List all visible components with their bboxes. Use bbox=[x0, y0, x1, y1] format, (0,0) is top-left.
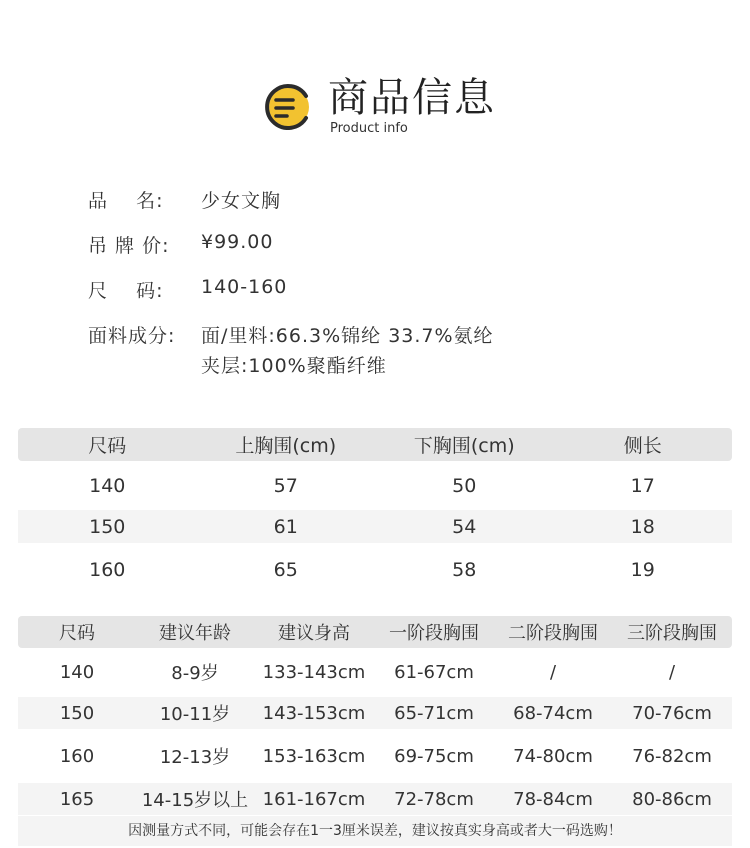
table-cell: 70-76cm bbox=[632, 702, 712, 724]
measurement-note: 因测量方式不同，可能会存在1一3厘米误差，建议按真实身高或者大一码选购！ bbox=[18, 816, 732, 846]
name-label: 品 名: bbox=[88, 190, 164, 212]
size-label: 尺 码: bbox=[88, 280, 164, 302]
table-cell: 65 bbox=[273, 558, 298, 581]
table-cell: 76-82cm bbox=[632, 745, 712, 767]
table-cell: 140 bbox=[59, 661, 95, 683]
header-cell: 下胸围(cm) bbox=[413, 435, 515, 457]
age-size-table bbox=[18, 616, 732, 815]
header-cell: 三阶段胸围 bbox=[627, 623, 717, 644]
table-cell: 14-15岁以上 bbox=[141, 790, 249, 811]
table-cell: 165 bbox=[59, 788, 95, 810]
table-cell: 50 bbox=[452, 474, 477, 497]
table-cell: 12-13岁 bbox=[159, 747, 231, 768]
table-cell: 61 bbox=[273, 515, 298, 538]
product-info-list bbox=[88, 186, 728, 391]
table-row bbox=[18, 783, 732, 815]
size-value: 140-160 bbox=[201, 276, 288, 298]
price-value: ¥99.00 bbox=[201, 231, 274, 253]
table-cell: 160 bbox=[89, 558, 126, 581]
header-cell: 建议身高 bbox=[278, 623, 350, 644]
table-cell: 8-9岁 bbox=[171, 663, 219, 684]
info-row-fabric bbox=[88, 321, 728, 391]
table-cell: 72-78cm bbox=[394, 788, 474, 810]
header-cell: 尺码 bbox=[59, 623, 95, 644]
table-cell: 143-153cm bbox=[262, 702, 366, 724]
header-cell: 一阶段胸围 bbox=[389, 623, 479, 644]
table-cell: 57 bbox=[273, 474, 298, 497]
size-table bbox=[18, 428, 732, 586]
table-cell: 80-86cm bbox=[632, 788, 712, 810]
header-cell: 侧长 bbox=[623, 435, 662, 457]
table-cell: 140 bbox=[89, 474, 126, 497]
header-cell: 上胸围(cm) bbox=[235, 435, 337, 457]
table-cell: 17 bbox=[630, 474, 655, 497]
table-cell: 19 bbox=[630, 558, 655, 581]
header-cell: 二阶段胸围 bbox=[508, 623, 598, 644]
product-info-icon bbox=[262, 82, 314, 130]
table-cell: 54 bbox=[452, 515, 477, 538]
table-cell: 161-167cm bbox=[262, 788, 366, 810]
table-row bbox=[18, 697, 732, 729]
table-cell: 65-71cm bbox=[394, 702, 474, 724]
table-cell: 10-11岁 bbox=[159, 704, 231, 725]
table-cell: 150 bbox=[59, 702, 95, 724]
table-row bbox=[18, 740, 732, 772]
table-row bbox=[18, 469, 732, 502]
info-row-size bbox=[88, 276, 728, 321]
table-cell: 78-84cm bbox=[513, 788, 593, 810]
header-cell: 尺码 bbox=[88, 435, 127, 457]
table-cell: 18 bbox=[630, 515, 655, 538]
table-cell: 153-163cm bbox=[262, 745, 366, 767]
table-row bbox=[18, 656, 732, 688]
section-header bbox=[0, 0, 750, 160]
table-cell: 69-75cm bbox=[394, 745, 474, 767]
table-cell: 160 bbox=[59, 745, 95, 767]
table-cell: 133-143cm bbox=[262, 661, 366, 683]
table-row bbox=[18, 553, 732, 586]
table-cell: / bbox=[668, 661, 676, 683]
fabric-value-2: 夹层:100%聚酯纤维 bbox=[201, 355, 387, 377]
section-title: 商品信息 bbox=[328, 75, 496, 121]
name-value: 少女文胸 bbox=[201, 190, 282, 212]
info-row-price bbox=[88, 231, 728, 276]
fabric-value-1: 面/里料:66.3%锦纶 33.7%氨纶 bbox=[201, 325, 494, 347]
table-header bbox=[18, 428, 732, 461]
table-cell: 68-74cm bbox=[513, 702, 593, 724]
table-cell: 58 bbox=[452, 558, 477, 581]
price-label: 吊 牌 价: bbox=[88, 235, 170, 257]
fabric-label: 面料成分: bbox=[88, 325, 176, 347]
table-cell: 74-80cm bbox=[513, 745, 593, 767]
table-cell: / bbox=[549, 661, 557, 683]
table-cell: 150 bbox=[89, 515, 126, 538]
info-row-name bbox=[88, 186, 728, 231]
section-subtitle: Product info bbox=[330, 121, 408, 136]
table-cell: 61-67cm bbox=[394, 661, 474, 683]
table-header bbox=[18, 616, 732, 648]
table-row bbox=[18, 510, 732, 543]
header-cell: 建议年龄 bbox=[159, 623, 231, 644]
